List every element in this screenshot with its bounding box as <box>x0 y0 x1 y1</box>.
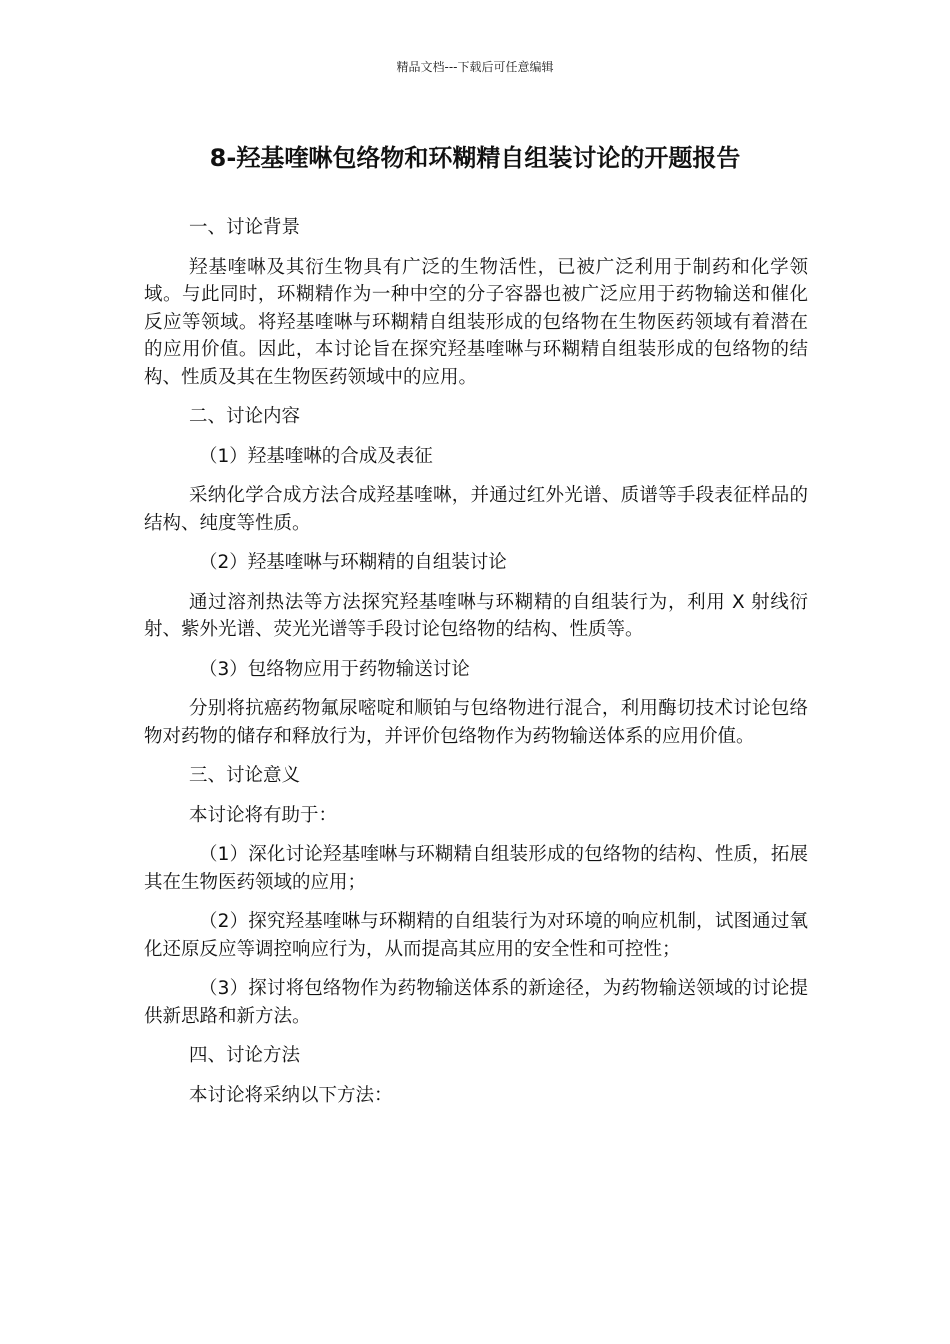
body-paragraph: 通过溶剂热法等方法探究羟基喹啉与环糊精的自组装行为，利用 X 射线衍射、紫外光谱、荧光光谱等手段讨论包络物的结构、性质等。 <box>144 591 808 640</box>
list-item: （1）深化讨论羟基喹啉与环糊精自组装形成的包络物的结构、性质，拓展其在生物医药领域的应用； <box>144 844 808 893</box>
body-paragraph: 本讨论将有助于： <box>189 804 338 826</box>
body-paragraph: 分别将抗癌药物氟尿嘧啶和顺铂与包络物进行混合，利用酶切技术讨论包络物对药物的储存和释放行为，并评价包络物作为药物输送体系的应用价值。 <box>144 698 808 747</box>
subsection-heading: （3）包络物应用于药物输送讨论 <box>199 658 470 680</box>
section-heading: 一、讨论背景 <box>189 217 301 238</box>
section-heading: 三、讨论意义 <box>189 765 301 786</box>
list-item: （3）探讨将包络物作为药物输送体系的新途径，为药物输送领域的讨论提供新思路和新方法。 <box>144 978 808 1027</box>
document-body <box>144 214 808 1121</box>
subsection-heading: （1）羟基喹啉的合成及表征 <box>199 445 433 467</box>
page-header: 精品文档---下载后可任意编辑 <box>396 60 554 74</box>
document-title: 8-羟基喹啉包络物和环糊精自组装讨论的开题报告 <box>209 144 741 172</box>
subsection-heading: （2）羟基喹啉与环糊精的自组装讨论 <box>199 552 507 573</box>
body-paragraph: 羟基喹啉及其衍生物具有广泛的生物活性，已被广泛利用于制药和化学领域。与此同时，环糊精作为一种中空的分子容器也被广泛应用于药物输送和催化反应等领域。将羟基喹啉与环糊精自组装形成的包络物在生物医药领域有着潜在的应用价值。因此，本讨论旨在探究羟基喹啉与环糊精自组装形成的包络物的结构、性质及其在生物医药领域中的应用。 <box>144 256 808 388</box>
section-heading: 四、讨论方法 <box>189 1045 301 1066</box>
body-paragraph: 采纳化学合成方法合成羟基喹啉，并通过红外光谱、质谱等手段表征样品的结构、纯度等性质。 <box>144 485 808 534</box>
list-item: （2）探究羟基喹啉与环糊精的自组装行为对环境的响应机制，试图通过氧化还原反应等调控响应行为，从而提高其应用的安全性和可控性； <box>144 911 808 960</box>
body-paragraph: 本讨论将采纳以下方法： <box>189 1084 393 1106</box>
section-heading: 二、讨论内容 <box>189 406 301 427</box>
